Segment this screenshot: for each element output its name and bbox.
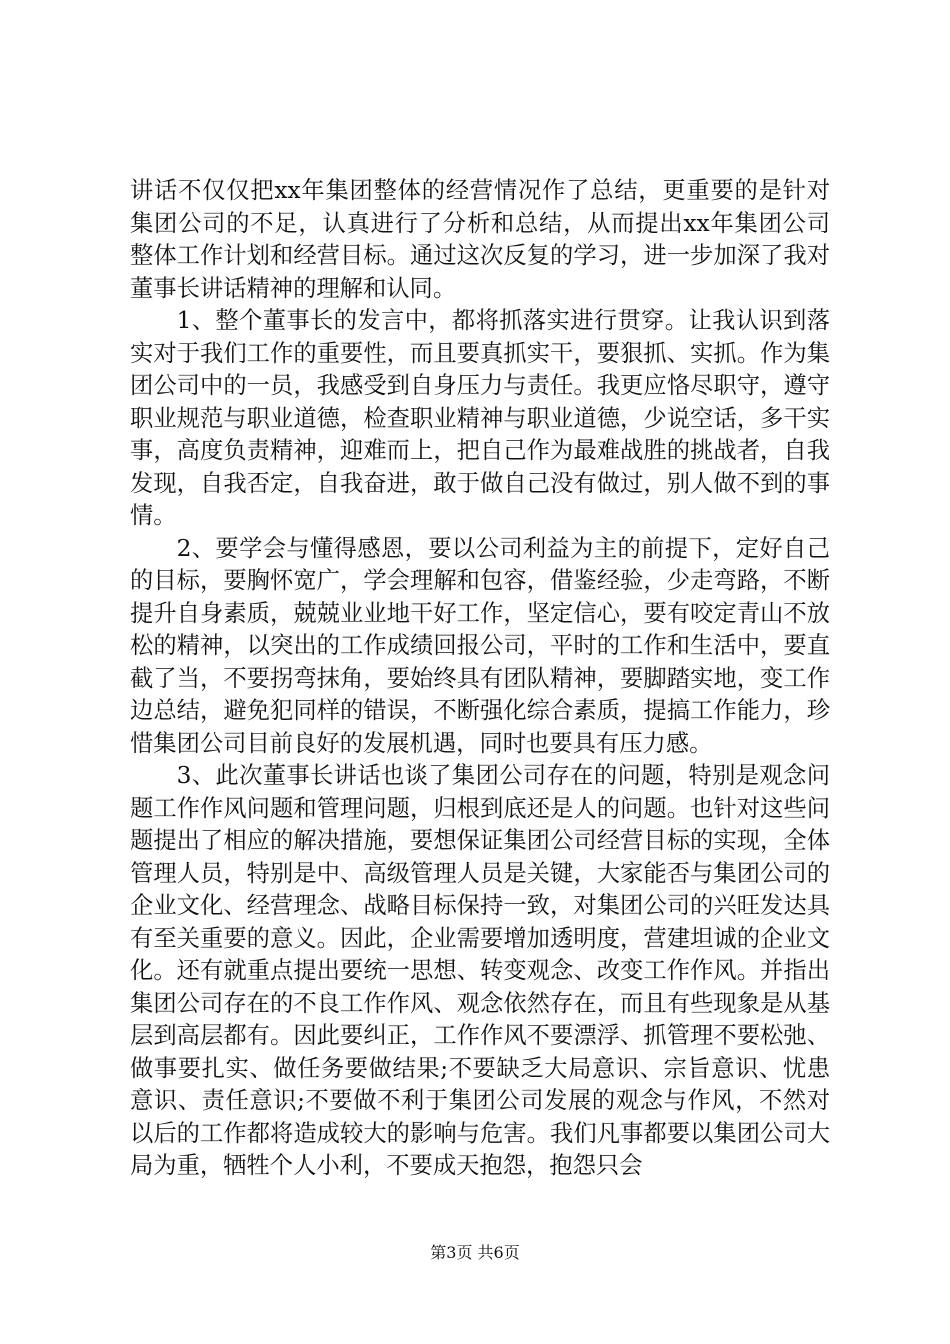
paragraph-point-2: 2、要学会与懂得感恩，要以公司利益为主的前提下，定好自己的目标，要胸怀宽广，学会理解和包容，借鉴经验，少走弯路，不断提升自身素质，兢兢业业地干好工作，坚定信心，要有咬定青山不放松的精神，以突出的工作成绩回报公司，平时的工作和生活中，要直截了当，不要拐弯抹角，要始终具有团队精神，要脚踏实地，变工作边总结，避免犯同样的错误，不断强化综合素质，提搞工作能力，珍惜集团公司目前良好的发展机遇，同时也要具有压力感。 bbox=[130, 534, 830, 757]
paragraph-point-1: 1、整个董事长的发言中，都将抓落实进行贯穿。让我认识到落实对于我们工作的重要性，而且要真抓实干，要狠抓、实抓。作为集团公司中的一员，我感受到自身压力与责任。我更应恪尽职守，遵守职业规范与职业道德，检查职业精神与职业道德，少说空话，多干实事，高度负责精神，迎难而上，把自己作为最难战胜的挑战者，自我发现，自我否定，自我奋进，敢于做自己没有做过，别人做不到的事情。 bbox=[130, 307, 830, 529]
page-number-footer: 第3页 共6页 bbox=[430, 1243, 520, 1262]
paragraph-intro: 讲话不仅仅把xx年集团整体的经营情况作了总结，更重要的是针对集团公司的不足，认真进行了分析和总结，从而提出xx年集团公司整体工作计划和经营目标。通过这次反复的学习，进一步加深了我对董事长讲话精神的理解和认同。 bbox=[130, 177, 830, 302]
document-body bbox=[130, 175, 830, 1183]
paragraph-point-3: 3、此次董事长讲话也谈了集团公司存在的问题，特别是观念问题工作作风问题和管理问题，归根到底还是人的问题。也针对这些问题提出了相应的解决措施，要想保证集团公司经营目标的实现，全体管理人员，特别是中、高级管理人员是关键，大家能否与集团公司的企业文化、经营理念、战略目标保持一致，对集团公司的兴旺发达具有至关重要的意义。因此，企业需要增加透明度，营建坦诚的企业文化。还有就重点提出要统一思想、转变观念、改变工作作风。并指出集团公司存在的不良工作作风、观念依然存在，而且有些现象是从基层到高层都有。因此要纠正，工作作风不要漂浮、抓管理不要松弛、做事要扎实、做任务要做结果;不要缺乏大局意识、宗旨意识、忧患意识、责任意识;不要做不利于集团公司发展的观念与作风，不然对以后的工作都将造成较大的影响与危害。我们凡事都要以集团公司大局为重，牺牲个人小利，不要成天抱怨，抱怨只会 bbox=[130, 762, 830, 1179]
